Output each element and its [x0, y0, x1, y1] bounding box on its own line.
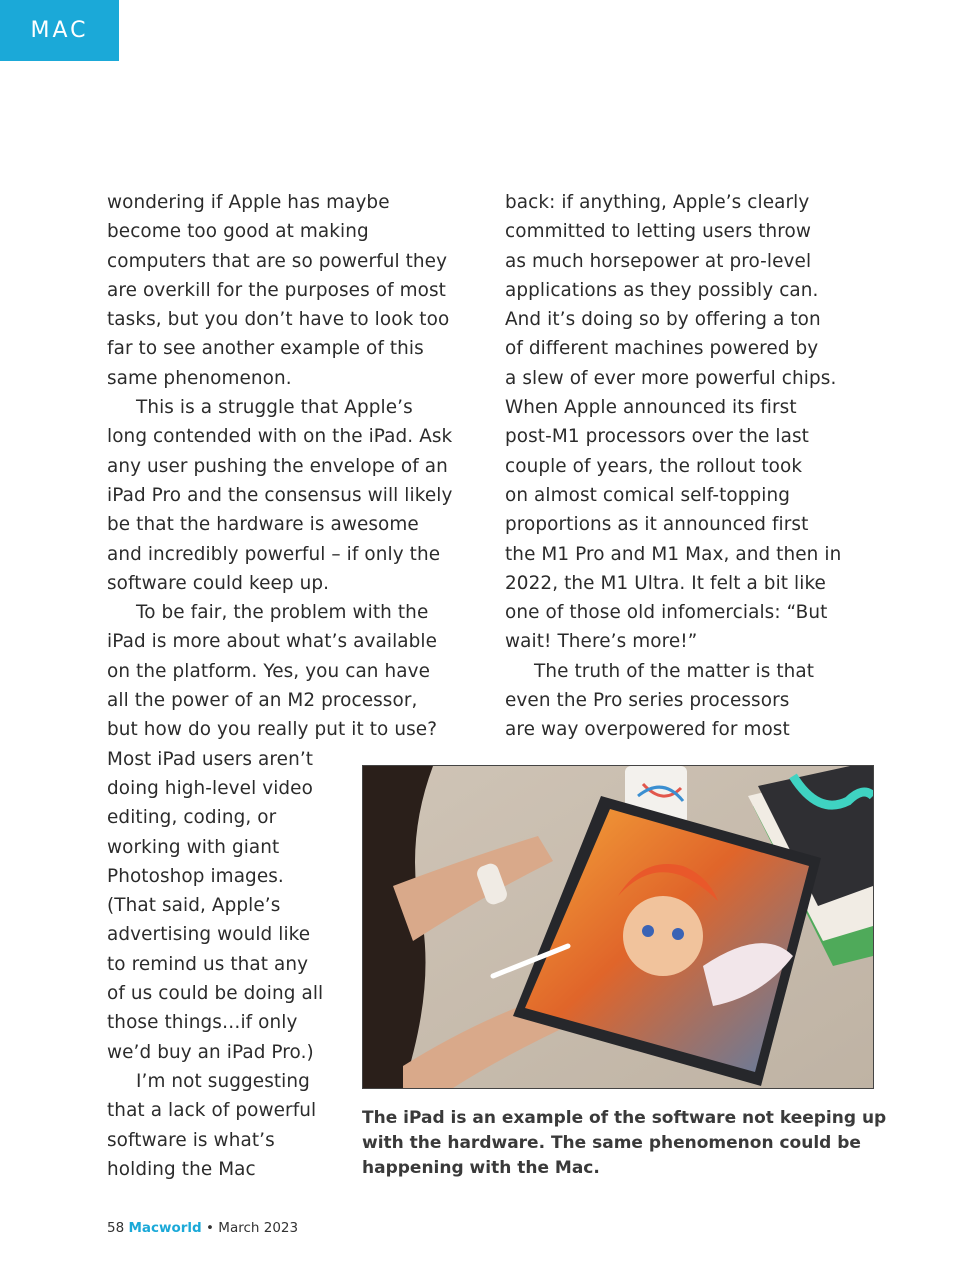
footer-separator: •	[206, 1220, 214, 1236]
text-line: Photoshop images.	[107, 865, 284, 887]
text-line: become too good at making	[107, 221, 369, 243]
text-line: wondering if Apple has maybe	[107, 192, 390, 213]
text-line: And it’s doing so by offering a ton	[505, 309, 821, 331]
text-line: we’d buy an iPad Pro.)	[107, 1041, 314, 1063]
text-line: same phenomenon.	[107, 367, 292, 389]
text-line: software is what’s	[107, 1129, 275, 1151]
text-line: a slew of ever more powerful chips.	[505, 367, 837, 389]
section-label: MAC	[30, 18, 89, 43]
text-line: far to see another example of this	[107, 338, 424, 360]
text-line: This is a struggle that Apple’s	[136, 397, 413, 419]
text-line: doing high-level video	[107, 777, 313, 799]
caption-line: The iPad is an example of the software not keeping up	[362, 1108, 887, 1128]
text-line: but how do you really put it to use?	[107, 719, 438, 741]
text-line: those things…if only	[107, 1012, 298, 1034]
text-line: all the power of an M2 processor,	[107, 690, 418, 712]
text-line: to remind us that any	[107, 953, 309, 975]
article-column-right	[505, 188, 865, 745]
text-line: long contended with on the iPad. Ask	[107, 426, 453, 448]
text-line: editing, coding, or	[107, 807, 277, 829]
text-line: on almost comical self-topping	[505, 484, 791, 506]
magazine-brand: Macworld	[128, 1220, 202, 1236]
page-footer	[107, 1220, 298, 1236]
text-line: iPad is more about what’s available	[107, 631, 438, 653]
article-photo	[362, 765, 874, 1089]
text-line: committed to letting users throw	[505, 221, 812, 243]
page-number: 58	[107, 1220, 125, 1236]
text-line: applications as they possibly can.	[505, 279, 819, 301]
text-line: tasks, but you don’t have to look too	[107, 309, 450, 331]
text-line: even the Pro series processors	[505, 690, 790, 712]
text-line: holding the Mac	[107, 1158, 256, 1180]
text-line: that a lack of powerful	[107, 1100, 317, 1122]
text-line: computers that are so powerful they	[107, 250, 448, 272]
paragraph	[107, 393, 487, 598]
text-line: 2022, the M1 Ultra. It felt a bit like	[505, 572, 826, 594]
paragraph	[505, 188, 865, 657]
text-line: are way overpowered for most	[505, 719, 790, 741]
photo-caption	[362, 1106, 887, 1181]
text-line: be that the hardware is awesome	[107, 514, 419, 536]
text-line: To be fair, the problem with the	[136, 602, 429, 624]
text-line: of different machines powered by	[505, 338, 819, 360]
text-line: advertising would like	[107, 924, 311, 946]
section-tab	[0, 0, 119, 61]
text-line: Most iPad users aren’t	[107, 748, 314, 770]
paragraph	[505, 657, 865, 745]
text-line: couple of years, the rollout took	[505, 455, 803, 477]
text-line: on the platform. Yes, you can have	[107, 660, 431, 682]
text-line: The truth of the matter is that	[534, 660, 815, 682]
text-line: When Apple announced its first	[505, 397, 797, 419]
text-line: and incredibly powerful – if only the	[107, 543, 441, 565]
text-line: working with giant	[107, 836, 280, 858]
issue-date: March 2023	[218, 1220, 299, 1236]
ipad-drawing-illustration	[363, 766, 873, 1088]
text-line: software could keep up.	[107, 572, 330, 594]
text-line: the M1 Pro and M1 Max, and then in	[505, 543, 842, 565]
text-line: post-M1 processors over the last	[505, 426, 809, 448]
text-line: back: if anything, Apple’s clearly	[505, 192, 810, 213]
text-line: wait! There’s more!”	[505, 631, 698, 653]
text-line: as much horsepower at pro-level	[505, 250, 812, 272]
text-line: iPad Pro and the consensus will likely	[107, 484, 453, 506]
text-line: I’m not suggesting	[136, 1070, 310, 1092]
text-line: one of those old infomercials: “But	[505, 602, 828, 624]
text-line: (That said, Apple’s	[107, 895, 281, 917]
caption-line: happening with the Mac.	[362, 1158, 600, 1178]
text-line: proportions as it announced first	[505, 514, 809, 536]
caption-line: with the hardware. The same phenomenon could be	[362, 1133, 861, 1153]
text-line: of us could be doing all	[107, 983, 324, 1005]
text-line: are overkill for the purposes of most	[107, 279, 446, 301]
text-line: any user pushing the envelope of an	[107, 455, 448, 477]
paragraph	[107, 188, 487, 393]
